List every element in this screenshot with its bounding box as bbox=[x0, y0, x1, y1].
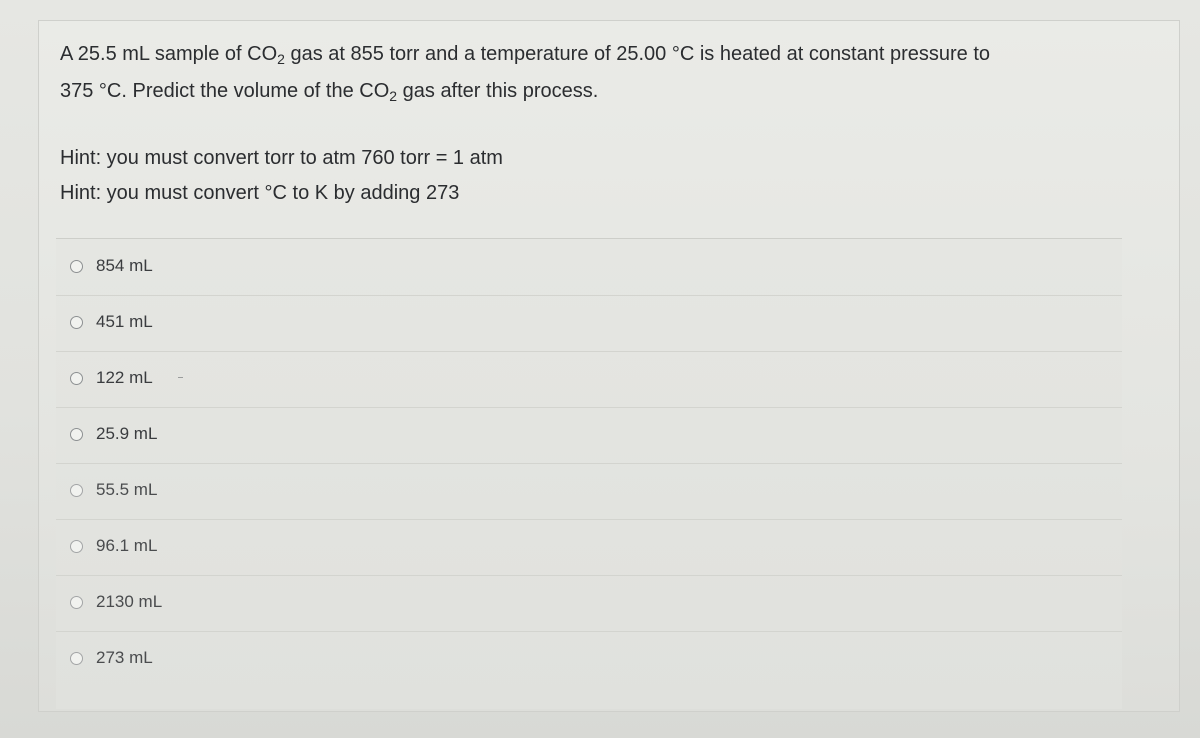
hints bbox=[60, 141, 503, 211]
option-label: 273 mL bbox=[96, 648, 153, 667]
option-854-ml[interactable] bbox=[56, 239, 1122, 296]
radio-button-icon[interactable] bbox=[70, 652, 83, 665]
co2-subscript: 2 bbox=[389, 88, 398, 104]
option-label: 25.9 mL bbox=[96, 424, 158, 443]
option-label: 55.5 mL bbox=[96, 480, 158, 499]
option-label: 2130 mL bbox=[96, 592, 163, 611]
option-451-ml[interactable] bbox=[56, 295, 1122, 352]
co2-subscript: 2 bbox=[277, 51, 285, 67]
question-line-2 bbox=[60, 73, 1140, 110]
option-273-ml[interactable] bbox=[56, 631, 1122, 687]
question-line-1-part-b: gas at 855 torr and a temperature of 25.00 °C is heated at constant pressure to bbox=[284, 43, 991, 65]
question-line-1-part-a: A 25.5 mL sample of CO bbox=[60, 43, 278, 65]
answer-options bbox=[56, 238, 1122, 709]
question-line-2-part-a: 375 °C. Predict the volume of the CO bbox=[60, 80, 390, 102]
option-122-ml[interactable] bbox=[56, 351, 1122, 408]
option-label: 451 mL bbox=[96, 312, 153, 331]
radio-button-icon[interactable] bbox=[70, 316, 83, 329]
option-2130-ml[interactable] bbox=[56, 575, 1122, 632]
radio-button-icon[interactable] bbox=[70, 484, 83, 497]
radio-button-icon[interactable] bbox=[70, 372, 83, 385]
radio-button-icon[interactable] bbox=[70, 260, 83, 273]
radio-button-icon[interactable] bbox=[70, 428, 83, 441]
question-line-2-part-b: gas after this process. bbox=[397, 80, 599, 102]
stray-mark bbox=[178, 377, 183, 378]
option-96-1-ml[interactable] bbox=[56, 519, 1122, 576]
option-label: 122 mL bbox=[96, 368, 153, 387]
hint-torr-to-atm: Hint: you must convert torr to atm 760 torr = 1 atm bbox=[60, 147, 503, 169]
radio-button-icon[interactable] bbox=[70, 540, 83, 553]
hint-celsius-to-kelvin: Hint: you must convert °C to K by adding 273 bbox=[60, 182, 460, 204]
option-label: 96.1 mL bbox=[96, 536, 158, 555]
question-text bbox=[60, 36, 1140, 110]
option-55-5-ml[interactable] bbox=[56, 463, 1122, 520]
radio-button-icon[interactable] bbox=[70, 596, 83, 609]
option-25-9-ml[interactable] bbox=[56, 407, 1122, 464]
option-label: 854 mL bbox=[96, 256, 153, 275]
question-line-1 bbox=[60, 36, 1140, 73]
